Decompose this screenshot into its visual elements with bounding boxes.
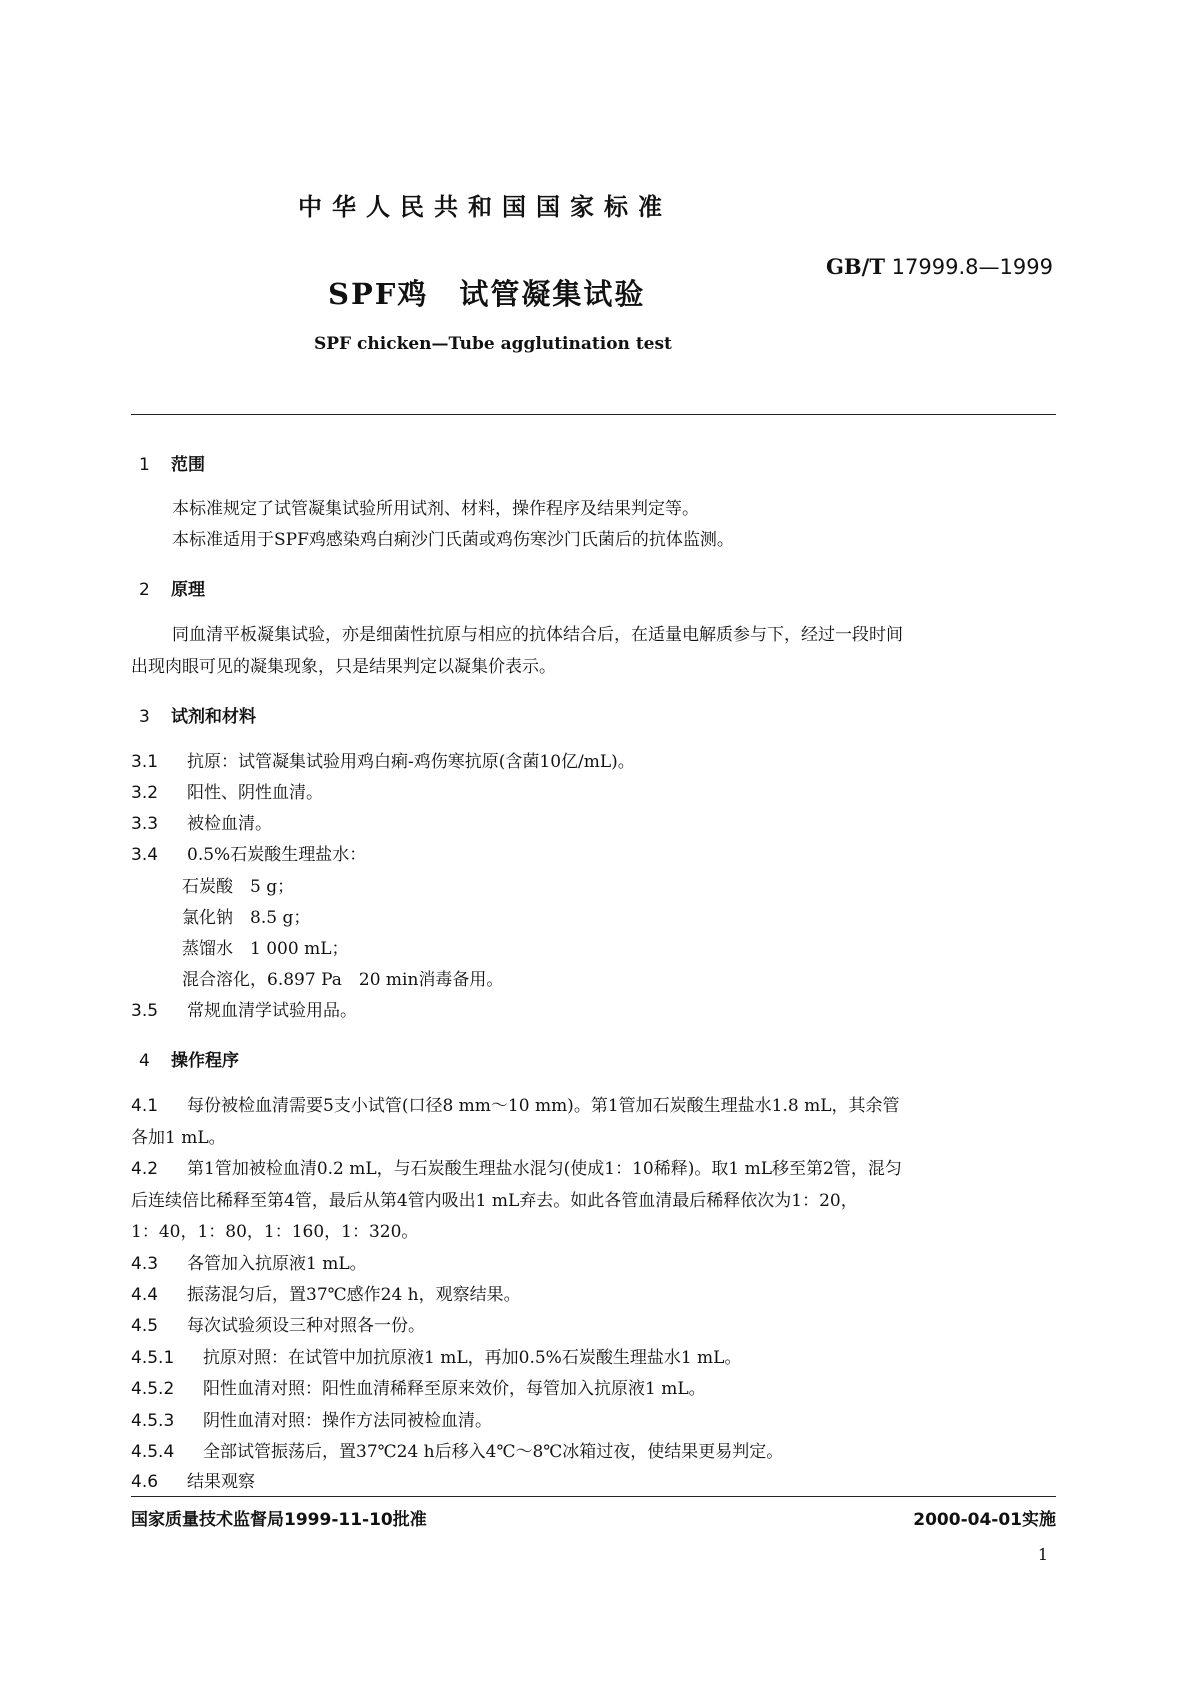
clause-4-5-4 bbox=[131, 1437, 783, 1462]
header-divider bbox=[131, 414, 1056, 415]
paragraph-line: 同血清平板凝集试验，亦是细菌性抗原与相应的抗体结合后，在适量电解质参与下，经过一段时间 bbox=[172, 625, 903, 645]
standard-code bbox=[826, 254, 1053, 279]
standard-code-number: 17999.8—1999 bbox=[891, 255, 1053, 279]
standard-code-prefix: GB/T bbox=[826, 254, 885, 279]
clause-text: 阳性、阴性血清。 bbox=[187, 783, 323, 803]
clause-4-3 bbox=[131, 1249, 367, 1274]
paragraph: 本标准规定了试管凝集试验所用试剂、材料，操作程序及结果判定等。 bbox=[172, 499, 699, 519]
paragraph-line: 出现肉眼可见的凝集现象，只是结果判定以凝集价表示。 bbox=[131, 657, 556, 677]
section-title: 原理 bbox=[171, 580, 205, 600]
section-number: 1 bbox=[139, 455, 150, 475]
clause-number: 3.4 bbox=[131, 845, 159, 865]
clause-4-4 bbox=[131, 1280, 521, 1305]
section-heading-scope bbox=[139, 450, 205, 475]
section-number: 4 bbox=[139, 1051, 150, 1071]
implementation-date: 2000-04-01实施 bbox=[913, 1510, 1056, 1530]
clause-text: 振荡混匀后，置37℃感作24 h，观察结果。 bbox=[187, 1285, 521, 1305]
clause-text: 每次试验须设三种对照各一份。 bbox=[187, 1316, 425, 1336]
document-title-cn: SPF鸡 试管凝集试验 bbox=[328, 277, 646, 311]
recipe-line: 氯化钠 8.5 g； bbox=[182, 908, 311, 928]
clause-text: 被检血清。 bbox=[187, 814, 272, 834]
clause-number: 3.5 bbox=[131, 1001, 159, 1021]
clause-text: 0.5%石炭酸生理盐水： bbox=[187, 845, 367, 865]
clause-4-5-2 bbox=[131, 1374, 706, 1399]
recipe-line: 石炭酸 5 g； bbox=[182, 877, 295, 897]
clause-number: 3.3 bbox=[131, 814, 159, 834]
clause-3-3 bbox=[131, 809, 272, 834]
section-heading-procedure bbox=[139, 1046, 239, 1071]
section-title: 操作程序 bbox=[171, 1051, 239, 1071]
clause-number: 4.3 bbox=[131, 1254, 159, 1274]
clause-continuation: 后连续倍比稀释至第4管，最后从第4管内吸出1 mL弃去。如此各管血清最后稀释依次为1：20， bbox=[131, 1191, 858, 1211]
clause-number: 4.1 bbox=[131, 1096, 159, 1116]
section-title: 范围 bbox=[171, 455, 205, 475]
clause-text: 阴性血清对照：操作方法同被检血清。 bbox=[203, 1411, 492, 1431]
clause-3-4 bbox=[131, 840, 366, 865]
clause-number: 3.2 bbox=[131, 783, 159, 803]
clause-text: 常规血清学试验用品。 bbox=[187, 1001, 357, 1021]
clause-3-5 bbox=[131, 996, 357, 1021]
section-heading-principle bbox=[139, 575, 205, 600]
clause-text: 全部试管振荡后，置37℃24 h后移入4℃～8℃冰箱过夜，使结果更易判定。 bbox=[203, 1442, 784, 1462]
section-heading-reagents bbox=[139, 702, 256, 727]
clause-4-6 bbox=[131, 1467, 255, 1492]
clause-text: 抗原对照：在试管中加抗原液1 mL，再加0.5%石炭酸生理盐水1 mL。 bbox=[203, 1348, 742, 1368]
clause-4-1 bbox=[131, 1091, 899, 1116]
clause-3-1 bbox=[131, 747, 635, 772]
recipe-line: 混合溶化，6.897 Pa 20 min消毒备用。 bbox=[182, 970, 504, 990]
paragraph: 本标准适用于SPF鸡感染鸡白痢沙门氏菌或鸡伤寒沙门氏菌后的抗体监测。 bbox=[172, 530, 734, 550]
clause-4-5 bbox=[131, 1311, 425, 1336]
clause-text: 每份被检血清需要5支小试管(口径8 mm～10 mm)。第1管加石炭酸生理盐水1.8 mL，其余管 bbox=[187, 1096, 900, 1116]
clause-continuation: 各加1 mL。 bbox=[131, 1128, 226, 1148]
clause-text: 第1管加被检血清0.2 mL，与石炭酸生理盐水混匀(使成1：10稀释)。取1 mL移至第2管，混匀 bbox=[187, 1159, 902, 1179]
section-number: 3 bbox=[139, 707, 150, 727]
clause-4-2 bbox=[131, 1154, 902, 1179]
approval-line: 国家质量技术监督局1999-11-10批准 bbox=[131, 1510, 427, 1530]
clause-text: 结果观察 bbox=[187, 1472, 255, 1492]
clause-text: 抗原：试管凝集试验用鸡白痢-鸡伤寒抗原(含菌10亿/mL)。 bbox=[187, 752, 635, 772]
clause-number: 4.2 bbox=[131, 1159, 159, 1179]
clause-3-2 bbox=[131, 778, 323, 803]
section-number: 2 bbox=[139, 580, 150, 600]
clause-4-5-1 bbox=[131, 1343, 741, 1368]
clause-number: 4.5.4 bbox=[131, 1442, 175, 1462]
clause-text: 各管加入抗原液1 mL。 bbox=[187, 1254, 367, 1274]
clause-number: 4.5.2 bbox=[131, 1379, 175, 1399]
clause-number: 4.6 bbox=[131, 1472, 159, 1492]
clause-number: 4.5.1 bbox=[131, 1348, 175, 1368]
clause-number: 3.1 bbox=[131, 752, 159, 772]
clause-continuation: 1：40，1：80，1：160，1：320。 bbox=[131, 1222, 419, 1242]
clause-number: 4.5 bbox=[131, 1316, 159, 1336]
document-title-en: SPF chicken—Tube agglutination test bbox=[314, 334, 672, 354]
clause-text: 阳性血清对照：阳性血清稀释至原来效价，每管加入抗原液1 mL。 bbox=[203, 1379, 706, 1399]
clause-4-5-3 bbox=[131, 1406, 492, 1431]
issuing-authority: 中华人民共和国国家标准 bbox=[298, 192, 672, 221]
clause-number: 4.4 bbox=[131, 1285, 159, 1305]
clause-number: 4.5.3 bbox=[131, 1411, 175, 1431]
footer-divider bbox=[131, 1496, 1056, 1497]
page-number: 1 bbox=[1037, 1545, 1048, 1564]
recipe-line: 蒸馏水 1 000 mL； bbox=[182, 939, 349, 959]
section-title: 试剂和材料 bbox=[171, 707, 256, 727]
